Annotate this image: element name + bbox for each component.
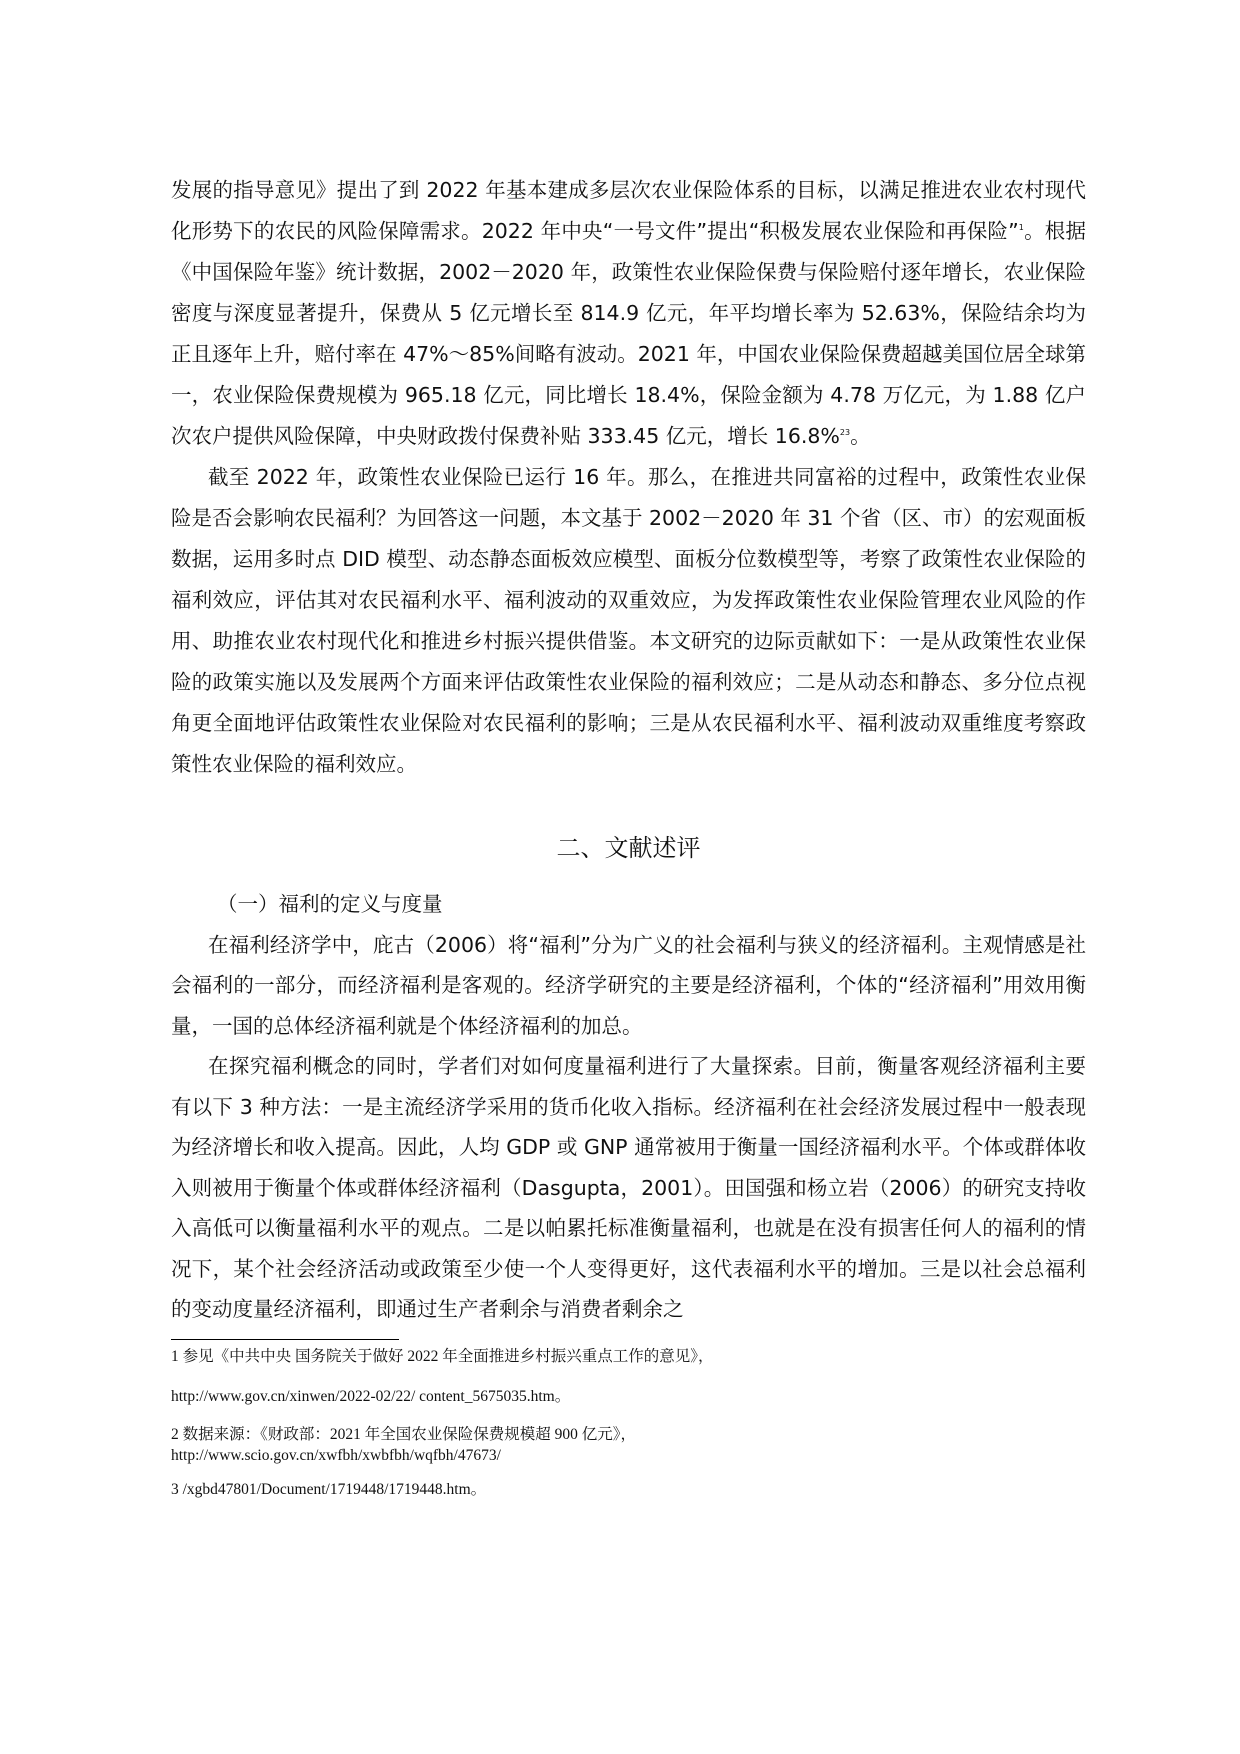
footnote-ref-1: 1	[1018, 223, 1024, 233]
paragraph-insurance-stats: 发展的指导意见》提出了到 2022 年基本建成多层次农业保险体系的目标，以满足推进农业农村现代化形势下的农民的风险保障需求。2022 年中央“一号文件”提出“积极发展农业保险和再保险”$^1$。根据《中国保险年鉴》统计数据，2002－2020 年，政策性农业保险保费与保险赔付逐年增长，农业保险密度与深度显著提升，保费从 5 亿元增长至 814.9 亿元，年平均增长率为 52.63%，保险结余均为正且逐年上升，赔付率在 47%～85%间略有波动。2021 年，中国农业保险保费超越美国位居全球第一，农业保险保费规模为 965.18 亿元，同比增长 18.4%，保险金额为 4.78 万亿元，为 1.88 亿户次农户提供风险保障，中央财政拨付保费补贴 333.45 亿元，增长 16.8%$^{23}$。	[171, 178, 1087, 448]
section-title: 二、文献述评	[556, 834, 701, 862]
body-text	[171, 170, 1086, 785]
subsection-title: （一）福利的定义与度量	[217, 892, 443, 916]
footnote-2: 2 数据来源：《财政部：2021 年全国农业保险保费规模超 900 亿元》，	[171, 1426, 637, 1443]
paragraph-welfare-definition: 在福利经济学中，庇古（2006）将“福利”分为广义的社会福利与狭义的经济福利。主观情感是社会福利的一部分，而经济福利是客观的。经济学研究的主要是经济福利，个体的“经济福利”用效用衡量，一国的总体经济福利就是个体经济福利的加总。	[171, 932, 1086, 1038]
section-body	[171, 884, 1086, 1330]
paragraph-research-summary: 截至 2022 年，政策性农业保险已运行 16 年。那么，在推进共同富裕的过程中，政策性农业保险是否会影响农民福利？为回答这一问题，本文基于 2002－2020 年 31 个省（区、市）的宏观面板数据，运用多时点 DID 模型、动态静态面板效应模型、面板分位数模型等，考察了政策性农业保险的福利效应，评估其对农民福利水平、福利波动的双重效应，为发挥政策性农业保险管理农业风险的作用、助推农业农村现代化和推进乡村振兴提供借鉴。本文研究的边际贡献如下：一是从政策性农业保险的政策实施以及发展两个方面来评估政策性农业保险的福利效应；二是从动态和静态、多分位点视角更全面地评估政策性农业保险对农民福利的影响；三是从农民福利水平、福利波动双重维度考察政策性农业保险的福利效应。	[171, 465, 1086, 776]
paragraph-welfare-measurement: 在探究福利概念的同时，学者们对如何度量福利进行了大量探索。目前，衡量客观经济福利主要有以下 3 种方法：一是主流经济学采用的货币化收入指标。经济福利在社会经济发展过程中一般表现为经济增长和收入提高。因此，人均 GDP 或 GNP 通常被用于衡量一国经济福利水平。个体或群体收入则被用于衡量个体或群体经济福利（Dasgupta，2001）。田国强和杨立岩（2006）的研究支持收入高低可以衡量福利水平的观点。二是以帕累托标准衡量福利，也就是在没有损害任何人的福利的情况下，某个社会经济活动或政策至少使一个人变得更好，这代表福利水平的增加。三是以社会总福利的变动度量经济福利，即通过生产者剩余与消费者剩余之	[171, 1054, 1086, 1321]
footnotes	[171, 1344, 1086, 1502]
footnote-divider	[171, 1339, 399, 1340]
footnote-ref-23: 23	[839, 428, 851, 438]
footnote-1: 1 参见《中共中央 国务院关于做好 2022 年全面推进乡村振兴重点工作的意见》，	[171, 1348, 714, 1365]
footnote-3: 3 /xgbd47801/Document/1719448/1719448.htm。	[171, 1481, 487, 1498]
footnote-2-url: http://www.scio.gov.cn/xwfbh/xwbfbh/wqfbh/47673/	[171, 1447, 501, 1464]
footnote-1-url: http://www.gov.cn/xinwen/2022-02/22/ content_5675035.htm。	[171, 1388, 571, 1405]
